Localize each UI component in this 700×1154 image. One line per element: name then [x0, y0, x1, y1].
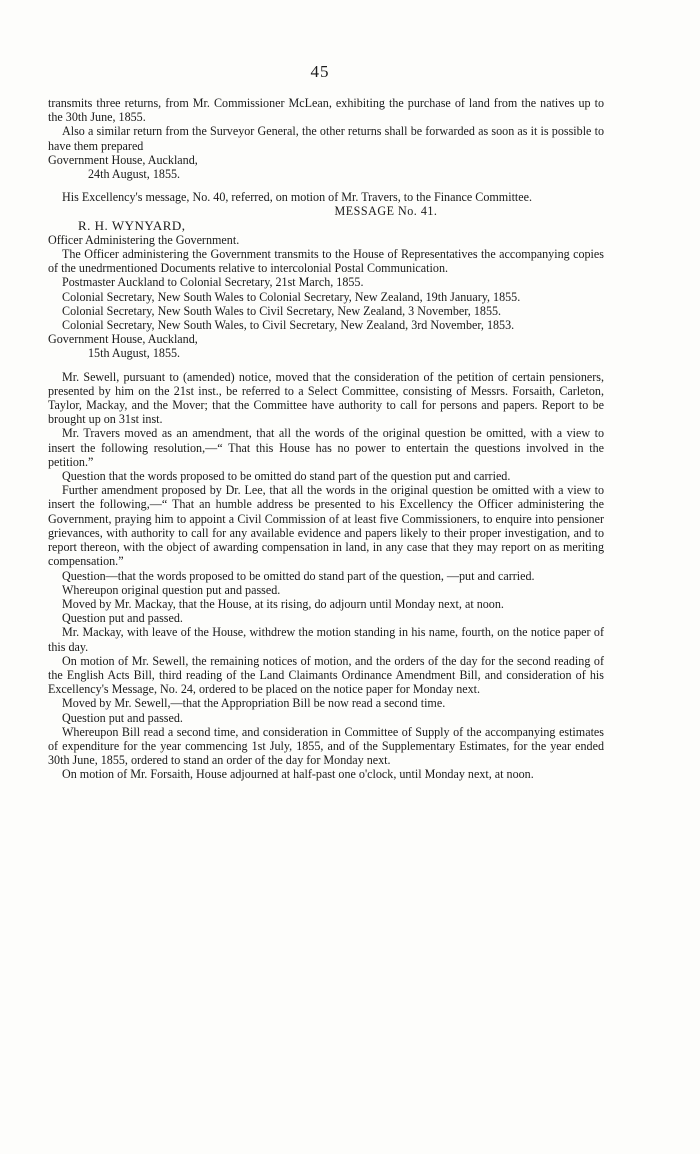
paragraph: Question that the words proposed to be omitted do stand part of the question put and carried.	[62, 469, 511, 484]
document-list-item: Colonial Secretary, New South Wales, to Civil Secretary, New Zealand, 3rd November, 1853.	[62, 318, 515, 333]
paragraph: transmits three returns, from Mr. Commissioner McLean, exhibiting the purchase of land from the natives up to the 30th June, 1855.	[48, 96, 604, 125]
signature-place: Government House, Auckland,	[48, 332, 198, 347]
paragraph: Further amendment proposed by Dr. Lee, that all the words in the original question be omitted with a view to insert the following,—“ That an humble address be presented to his Excellency the Officer administering the Government, praying him to appoint a Civil Commission of at least five Commissioners, to enquire into pensioner grievances, with authority to call for any available evidence and papers likely to their proper investigation, and to report thereon, with the object of awarding compensation in land, in any case that they may report on as meriting compensation.”	[48, 483, 604, 569]
paragraph: The Officer administering the Government transmits to the House of Representatives the accompanying copies of the unedrmentioned Documents relative to intercolonial Postal Communication.	[48, 247, 604, 276]
paragraph: Moved by Mr. Mackay, that the House, at its rising, do adjourn until Monday next, at noon.	[62, 596, 504, 611]
paragraph: Whereupon original question put and passed.	[62, 582, 281, 597]
paragraph: Mr. Mackay, with leave of the House, withdrew the motion standing in his name, fourth, on the notice paper of this day.	[48, 625, 604, 654]
signatory-name: R. H. WYNYARD,	[78, 217, 186, 233]
page-body	[48, 96, 604, 782]
page-number: 45	[310, 62, 330, 81]
signature-place: Government House, Auckland,	[48, 152, 198, 167]
paragraph: Also a similar return from the Surveyor General, the other returns shall be forwarded as soon as it is possible to have them prepared	[48, 124, 604, 153]
signature-date: 24th August, 1855.	[88, 167, 181, 182]
paragraph: His Excellency's message, No. 40, referred, on motion of Mr. Travers, to the Finance Committee.	[62, 190, 533, 205]
paragraph: Whereupon Bill read a second time, and consideration in Committee of Supply of the accompanying estimates of expenditure for the year commencing 1st July, 1855, and of the Supplementary Estimates, for the year ended 30th June, 1855, ordered to stand an order of the day for Monday next.	[48, 724, 604, 768]
document-list-item: Colonial Secretary, New South Wales to Colonial Secretary, New Zealand, 19th January, 1855.	[62, 289, 521, 304]
signatory-title: Officer Administering the Government.	[48, 232, 240, 247]
signature-date: 15th August, 1855.	[88, 346, 181, 361]
paragraph: Mr. Sewell, pursuant to (amended) notice, moved that the consideration of the petition of certain pensioners, presented by him on the 21st inst., be referred to a Select Committee, consisting of Messrs. Forsaith, Carleton, Taylor, Mackay, and the Mover; that the Committee have authority to call for persons and papers. Report to be brought up on 31st inst.	[48, 369, 604, 427]
paragraph: Question—that the words proposed to be omitted do stand part of the question, —put and carried.	[62, 568, 535, 583]
paragraph: Moved by Mr. Sewell,—that the Appropriation Bill be now read a second time.	[62, 696, 446, 711]
paragraph: Question put and passed.	[62, 611, 183, 626]
document-list-item: Postmaster Auckland to Colonial Secretary, 21st March, 1855.	[62, 275, 364, 290]
document-list-item: Colonial Secretary, New South Wales to Civil Secretary, New Zealand, 3 November, 1855.	[62, 303, 502, 318]
message-heading: MESSAGE No. 41.	[334, 204, 438, 219]
paragraph: Mr. Travers moved as an amendment, that all the words of the original question be omitted, with a view to insert the following resolution,—“ That this House has no power to entertain the questions involved in the petition.”	[48, 426, 604, 469]
paragraph: On motion of Mr. Forsaith, House adjourned at half-past one o'clock, until Monday next, at noon.	[62, 767, 534, 782]
paragraph: On motion of Mr. Sewell, the remaining notices of motion, and the orders of the day for the second reading of the English Acts Bill, third reading of the Land Claimants Ordinance Amendment Bill, and consideration of his Excellency's Message, No. 24, ordered to be placed on the notice paper for Monday next.	[48, 653, 604, 697]
paragraph: Question put and passed.	[62, 710, 183, 725]
